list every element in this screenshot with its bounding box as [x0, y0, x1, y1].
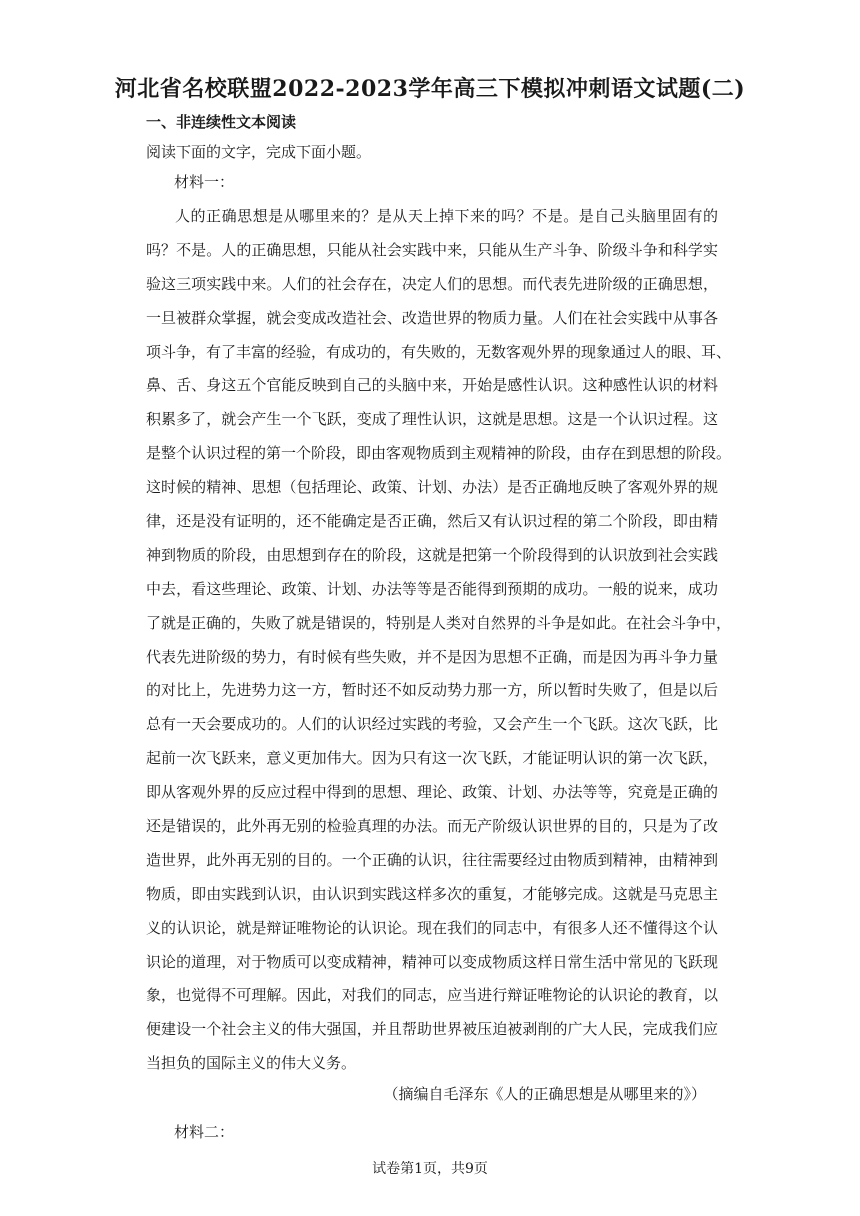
page-footer: 试卷第1页，共9页	[372, 1161, 488, 1177]
instruction-text: 阅读下面的文字，完成下面小题。	[146, 143, 372, 161]
paragraph-line: 中去，看这些理论、政策、计划、办法等等是否能得到预期的成功。一般的说来，成功	[146, 579, 718, 598]
material-one-label: 材料一：	[174, 173, 235, 191]
paragraph-line: 造世界，此外再无别的目的。一个正确的认识，往往需要经过由物质到精神，由精神到	[146, 850, 718, 869]
paragraph-line: 总有一天会要成功的。人们的认识经过实践的考验，又会产生一个飞跃。这次飞跃，比	[146, 715, 718, 734]
page-title: 河北省名校联盟2022-2023学年高三下模拟冲刺语文试题(二)	[114, 76, 746, 102]
section-heading: 一、非连续性文本阅读	[146, 113, 297, 131]
paragraph-line: 的对比上，先进势力这一方，暂时还不如反动势力那一方，所以暂时失败了，但是以后	[146, 681, 718, 700]
paragraph-line: 律，还是没有证明的，还不能确定是否正确，然后又有认识过程的第二个阶段，即由精	[146, 512, 718, 531]
paragraph-line: 验这三项实践中来。人们的社会存在，决定人们的思想。而代表先进阶级的正确思想，	[146, 274, 718, 293]
paragraph-line: 当担负的国际主义的伟大义务。	[146, 1054, 357, 1073]
paragraph-line: 识论的道理，对于物质可以变成精神，精神可以变成物质这样日常生活中常见的飞跃现	[146, 952, 718, 971]
paragraph-line: 还是错误的，此外再无别的检验真理的办法。而无产阶级认识世界的目的，只是为了改	[146, 817, 718, 836]
paragraph-line: 这时候的精神、思想（包括理论、政策、计划、办法）是否正确地反映了客观外界的规	[146, 478, 718, 497]
paragraph-line: 人的正确思想是从哪里来的？是从天上掉下来的吗？不是。是自己头脑里固有的	[175, 207, 718, 225]
material-one-body	[146, 200, 732, 1081]
paragraph-line: 代表先进阶级的势力，有时候有些失败，并不是因为思想不正确，而是因为再斗争力量	[146, 647, 718, 666]
material-two-label: 材料二：	[174, 1123, 235, 1141]
material-one-source: （摘编自毛泽东《人的正确思想是从哪里来的》）	[383, 1085, 706, 1103]
paragraph-line: 一旦被群众掌握，就会变成改造社会、改造世界的物质力量。人们在社会实践中从事各	[146, 308, 718, 327]
paragraph-line: 象，也觉得不可理解。因此，对我们的同志，应当进行辩证唯物论的认识论的教育，以	[146, 986, 718, 1005]
paragraph-line: 即从客观外界的反应过程中得到的思想、理论、政策、计划、办法等等，究竟是正确的	[146, 783, 718, 802]
paragraph-line: 吗？不是。人的正确思想，只能从社会实践中来，只能从生产斗争、阶级斗争和科学实	[146, 240, 718, 259]
paragraph-line: 起前一次飞跃来，意义更加伟大。因为只有这一次飞跃，才能证明认识的第一次飞跃，	[146, 749, 718, 768]
paragraph-line: 了就是正确的，失败了就是错误的，特别是人类对自然界的斗争是如此。在社会斗争中，	[146, 613, 732, 632]
paragraph-line: 项斗争，有了丰富的经验，有成功的，有失败的，无数客观外界的现象通过人的眼、耳、	[146, 342, 732, 361]
paragraph-line: 物质，即由实践到认识，由认识到实践这样多次的重复，才能够完成。这就是马克思主	[146, 884, 718, 903]
paragraph-line: 神到物质的阶段，由思想到存在的阶段，这就是把第一个阶段得到的认识放到社会实践	[146, 545, 718, 564]
paragraph-line: 便建设一个社会主义的伟大强国，并且帮助世界被压迫被剥削的广大人民，完成我们应	[146, 1020, 718, 1039]
paragraph-line: 义的认识论，就是辩证唯物论的认识论。现在我们的同志中，有很多人还不懂得这个认	[146, 918, 718, 937]
paragraph-line: 积累多了，就会产生一个飞跃，变成了理性认识，这就是思想。这是一个认识过程。这	[146, 410, 718, 429]
paragraph-line: 是整个认识过程的第一个阶段，即由客观物质到主观精神的阶段，由存在到思想的阶段。	[146, 444, 732, 463]
paragraph-line: 鼻、舌、身这五个官能反映到自己的头脑中来，开始是感性认识。这种感性认识的材料	[146, 376, 718, 395]
